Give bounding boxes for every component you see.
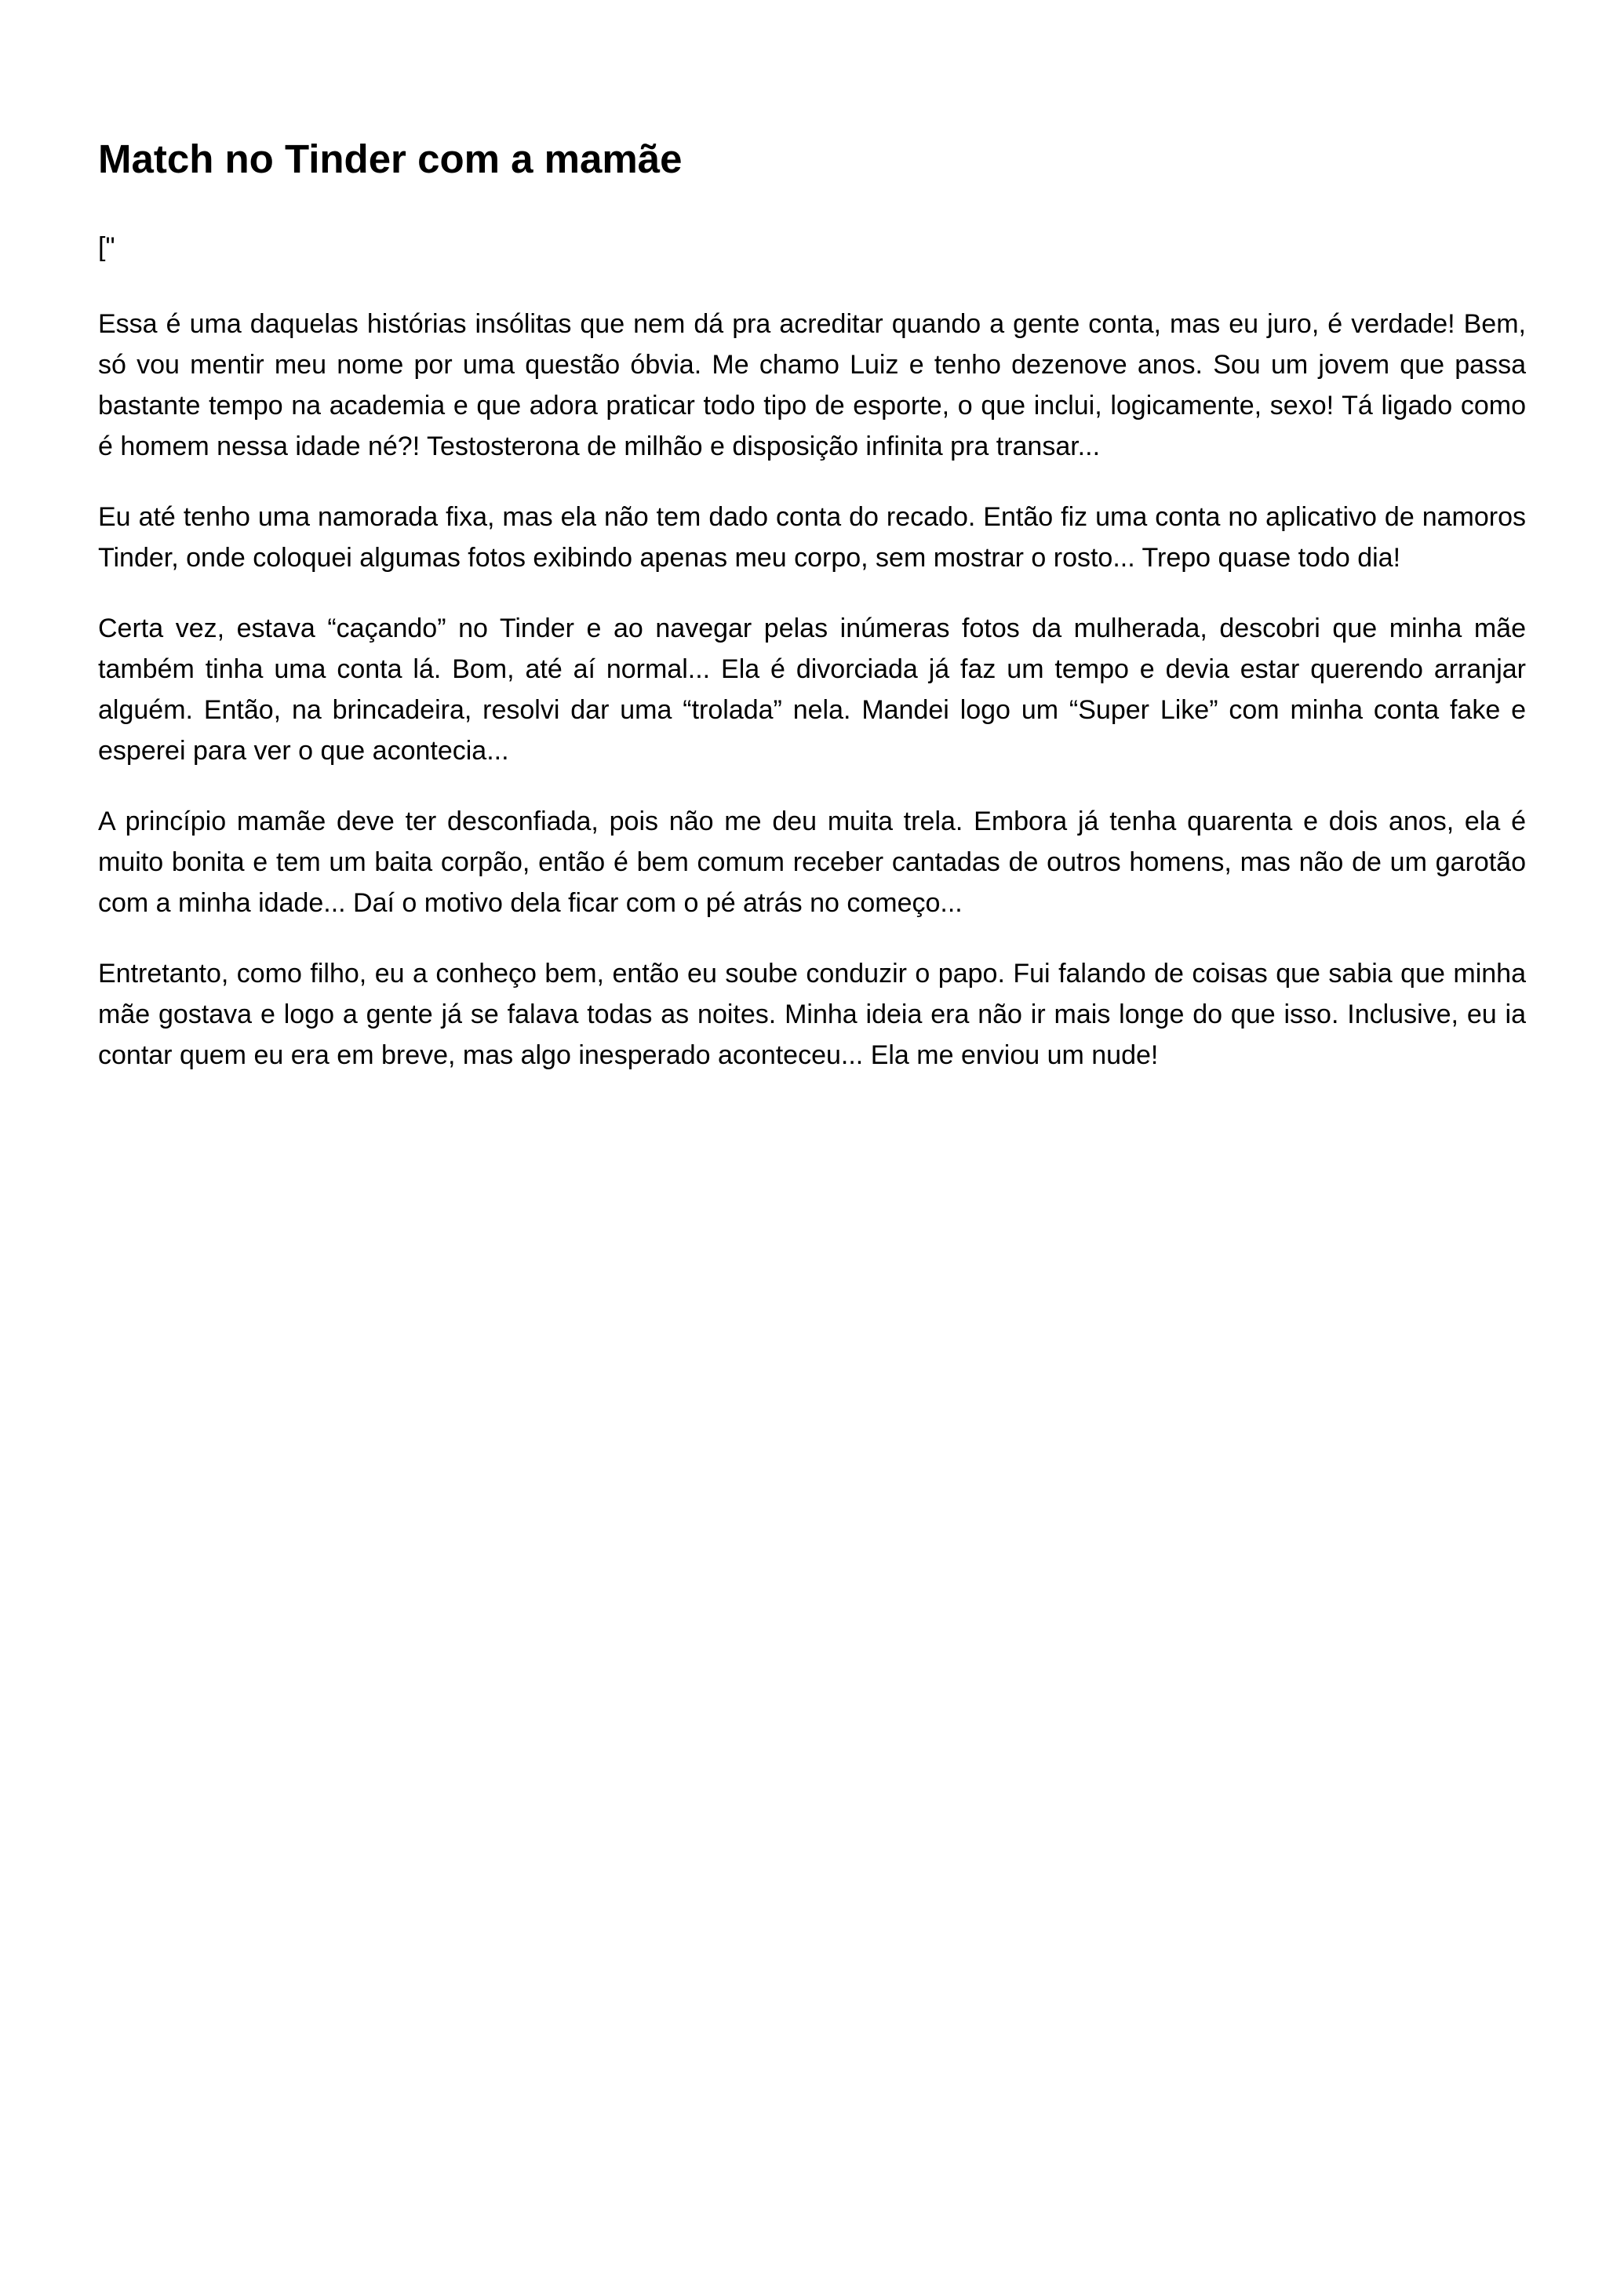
story-paragraph-5: Entretanto, como filho, eu a conheço bem, então eu soube conduzir o papo. Fui falando de coisas que sabia que minha mãe gostava e logo a gente já se falava todas as noites. Minha ideia era não ir mais longe do que isso. Inclusive, eu ia contar quem eu era em breve, mas algo inesperado aconteceu... Ela me enviou um nude! xyxy=(98,959,1526,1071)
page-title: Match no Tinder com a mamãe xyxy=(98,137,683,181)
story-paragraph-2: Eu até tenho uma namorada fixa, mas ela não tem dado conta do recado. Então fiz uma conta no aplicativo de namoros Tinder, onde coloquei algumas fotos exibindo apenas meu corpo, sem mostrar o rosto... Trepo quase todo dia! xyxy=(98,502,1526,574)
json-artifact-prefix: [" xyxy=(98,232,115,263)
story-paragraph-1: Essa é uma daquelas histórias insólitas que nem dá pra acreditar quando a gente conta, mas eu juro, é verdade! Bem, só vou mentir meu nome por uma questão óbvia. Me chamo Luiz e tenho dezenove anos. Sou um jovem que passa bastante tempo na academia e que adora praticar todo tipo de esporte, o que inclui, logicamente, sexo! Tá ligado como é homem nessa idade né?! Testosterona de milhão e disposição infinita pra transar... xyxy=(98,309,1526,462)
story-paragraph-4: A princípio mamãe deve ter desconfiada, pois não me deu muita trela. Embora já tenha quarenta e dois anos, ela é muito bonita e tem um baita corpão, então é bem comum receber cantadas de outros homens, mas não de um garotão com a minha idade... Daí o motivo dela ficar com o pé atrás no começo... xyxy=(98,807,1526,919)
story-paragraph-3: Certa vez, estava “caçando” no Tinder e ao navegar pelas inúmeras fotos da mulherada, descobri que minha mãe também tinha uma conta lá. Bom, até aí normal... Ela é divorciada já faz um tempo e devia estar querendo arranjar alguém. Então, na brincadeira, resolvi dar uma “trolada” nela. Mandei logo um “Super Like” com minha conta fake e esperei para ver o que acontecia... xyxy=(98,614,1526,766)
